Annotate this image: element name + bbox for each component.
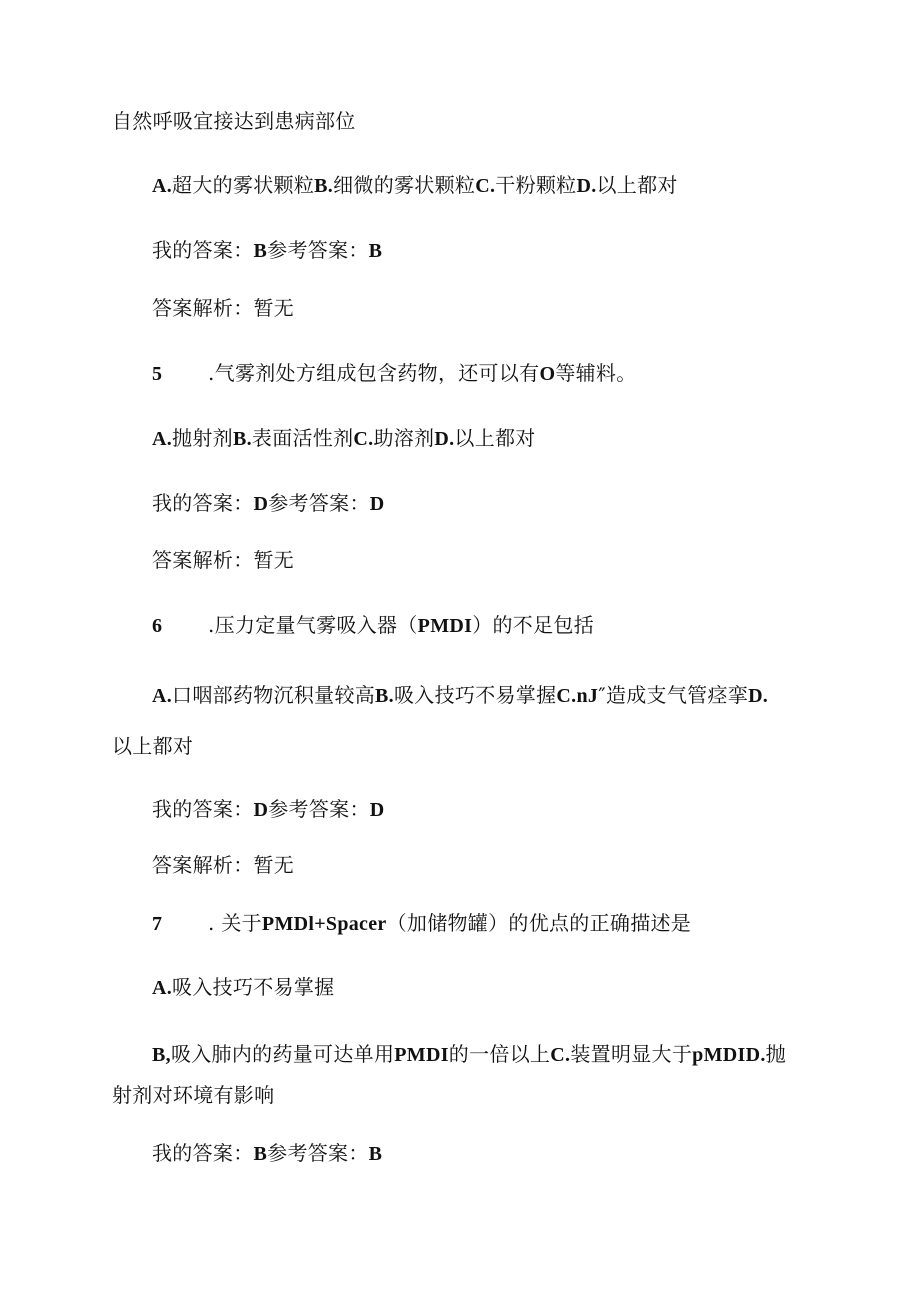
question-6-stem: 6 .压力定量气雾吸入器（PMDI）的不足包括	[152, 613, 595, 637]
question-6-answer: 我的答案：D参考答案：D	[152, 797, 385, 821]
question-6-options: A.口咽部药物沉积量较高B.吸入技巧不易掌握C.nJ″造成支气管痉挛D.	[152, 683, 769, 707]
question-7-answer: 我的答案：B参考答案：B	[152, 1141, 383, 1165]
question-6-options-continuation: 以上都对	[112, 734, 194, 758]
question-5-analysis: 答案解析：暂无	[152, 548, 295, 572]
question-4-answer: 我的答案：B参考答案：B	[152, 238, 383, 262]
question-5-stem: 5 .气雾剂处方组成包含药物，还可以有O等辅料。	[152, 361, 637, 385]
question-7-options: B,吸入肺内的药量可达单用PMDI的一倍以上C.装置明显大于pMDID.抛	[152, 1042, 786, 1066]
question-6-analysis: 答案解析：暂无	[152, 853, 295, 877]
question-7-options-continuation: 射剂对环境有影响	[112, 1083, 275, 1107]
question-stem-continuation: 自然呼吸宜接达到患病部位	[112, 109, 356, 133]
question-7-stem: 7 . 关于PMDl+Spacer（加储物罐）的优点的正确描述是	[152, 911, 692, 935]
question-7-option-a: A.吸入技巧不易掌握	[152, 975, 335, 999]
question-4-options: A.超大的雾状颗粒B.细微的雾状颗粒C.干粉颗粒D.以上都对	[152, 173, 678, 197]
question-5-options: A.抛射剂B.表面活性剂C.助溶剂D.以上都对	[152, 426, 536, 450]
question-4-analysis: 答案解析：暂无	[152, 296, 295, 320]
question-5-answer: 我的答案：D参考答案：D	[152, 491, 385, 515]
